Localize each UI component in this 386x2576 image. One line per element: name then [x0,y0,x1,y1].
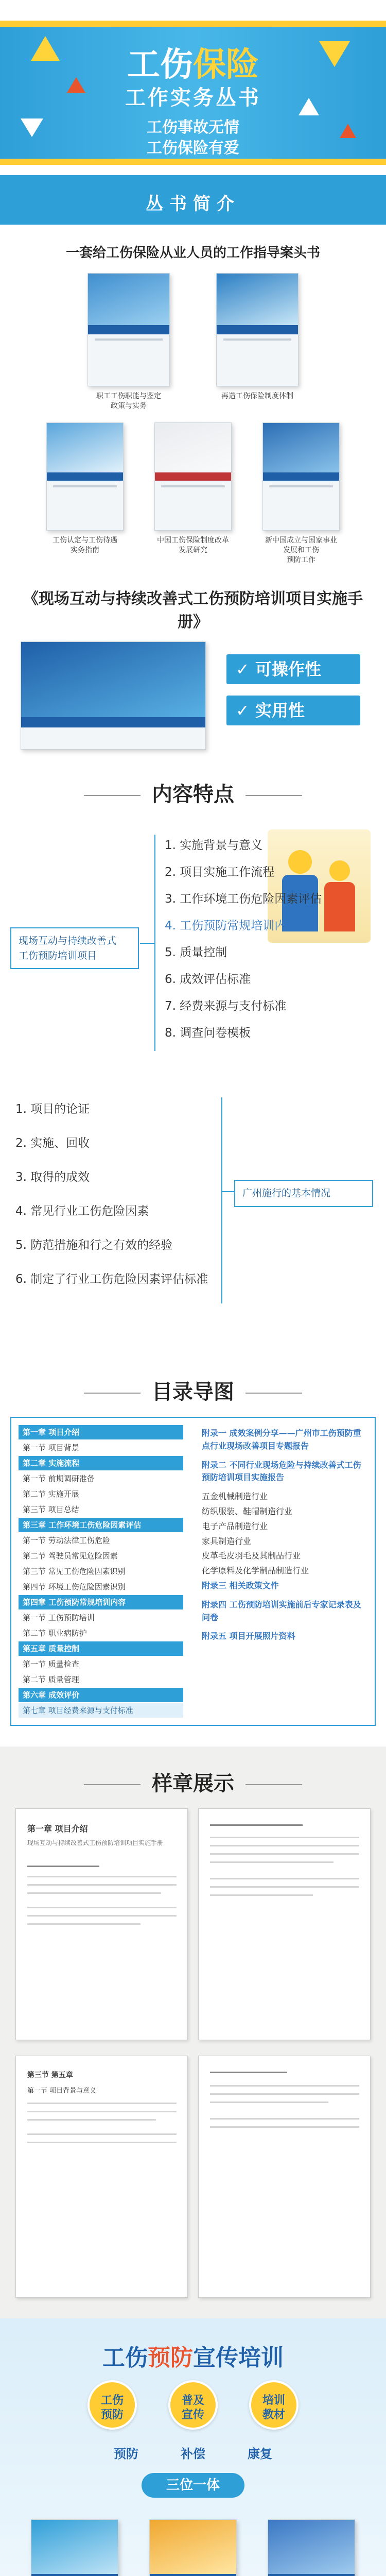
pill-compensate: 补偿 [181,2447,205,2461]
samples-heading-text: 样章展示 [152,1772,234,1795]
feature-list-item: 1. 项目的论证 [15,1103,90,1116]
text-line [27,2119,156,2121]
trio-badge: 三位一体 [142,2473,244,2498]
text-line [27,1923,141,1925]
toc-row: 第三章 工作环境工伤危险因素评估 [19,1518,183,1532]
toc-box [10,1417,376,1726]
text-line [210,1845,359,1846]
text-line [210,1861,334,1863]
book-cover-art [268,2520,355,2574]
heading-divider [84,1393,141,1394]
featured-book-cover [21,641,206,750]
circle-textbook: 培训 教材 [249,2380,299,2430]
toc-row: 第六章 成效评价 [19,1688,183,1702]
feature-list-item: 8. 调查问卷模板 [165,1026,251,1040]
hero-stripe-top [0,21,386,27]
feature-list-item: 6. 成效评估标准 [165,973,251,986]
text-line [27,2133,177,2135]
training-title-post: 宣传培训 [193,2345,284,2371]
text-line [210,2072,287,2073]
text-line [27,2103,177,2104]
sample-page [15,1808,188,2040]
text-line [210,1824,303,1826]
feature-box-project: 现场互动与持续改善式 工伤预防培训项目 [10,927,139,969]
text-line [27,1866,99,1867]
toc-right-item: 五金机械制造行业 [202,1492,268,1502]
feature-list-item: 1. 实施背景与意义 [165,839,263,852]
heading-divider [245,795,302,796]
toc-right-item: 附录一 成效案例分享——广州市工伤预防重点行业现场改善项目专题报告 [202,1428,361,1451]
text-line [210,1894,313,1896]
circle-publicity: 普及 宣传 [168,2380,218,2430]
book-cover [268,2519,355,2576]
bracket-line [154,835,155,1051]
toc-right-item: 皮革毛皮羽毛及其制品行业 [202,1551,301,1561]
features-heading [0,778,386,807]
feature-list-item: 2. 项目实施工作流程 [165,866,275,879]
hero-title-pre: 工伤 [127,46,193,84]
features-section [0,757,386,1355]
book-cover [87,273,170,386]
text-line [210,2085,359,2087]
hero-subtitle: 工作实务丛书 [125,86,261,110]
toc-row: 第三节 项目总结 [23,1505,79,1514]
toc-right-column [202,1427,366,1649]
text-line [210,2126,359,2128]
book-caption: 工伤认定与工伤待遇 实务指南 [52,536,117,554]
hero-slogan-1: 工伤事故无情 [147,118,239,137]
hero-banner [0,21,386,165]
toc-row: 第一节 质量检查 [23,1659,79,1669]
toc-right-item: 化学原料及化学制品制造行业 [202,1566,309,1576]
check-icon: ✓ [236,659,255,679]
training-section [0,2318,386,2576]
toc-right-item: 附录四 工伤预防培训实施前后专家记录表及问卷 [202,1599,361,1622]
pill-prevent: 预防 [114,2447,138,2461]
bracket-line [221,1191,234,1192]
text-line [27,2142,177,2143]
heading-divider [84,1784,141,1785]
toc-row: 第二节 质量管理 [23,1675,79,1684]
toc-row: 第一节 工伤预防培训 [23,1613,95,1622]
text-line [210,2102,328,2103]
book-cover-band [268,2574,355,2576]
bracket-line [221,1097,222,1303]
toc-row: 第五章 质量控制 [19,1641,183,1656]
text-line [27,1915,177,1917]
heading-divider [245,1784,302,1785]
check-icon: ✓ [236,701,255,720]
book-caption: 中国工伤保险制度改革 发展研究 [157,536,229,554]
text-line [210,1878,359,1879]
sample-page-title: 现场互动与持续改善式工伤预防培训项目实施手册 [27,1839,164,1846]
sample-page [198,1808,371,2040]
book-cover-band [150,2574,236,2576]
hero-section [0,0,386,175]
book-caption: 新中国成立与国家事业 发展和工伤 预防工作 [265,536,337,564]
text-line [27,2111,177,2112]
book-cover-art [150,2520,236,2574]
intro-lead: 一套给工伤保险从业人员的工作指导案头书 [65,245,320,261]
hero-title [0,38,386,86]
text-line [27,1892,161,1894]
toc-row: 第二章 实施流程 [19,1456,183,1470]
samples-heading [0,1767,386,1797]
toc-right-item: 附录五 项目开展照片资料 [202,1631,295,1641]
toc-row: 第一节 劳动法律工伤危险 [23,1536,110,1545]
toc-row: 第一节 前期调研准备 [23,1474,95,1483]
book-cover [31,2519,118,2576]
badge-operability [226,654,360,684]
toc-row: 第一章 项目介绍 [19,1425,183,1439]
sample-page [198,2056,371,2298]
heading-divider [84,795,141,796]
training-title-pre: 工伤 [102,2345,148,2371]
hero-slogan-2: 工伤保险有爱 [147,139,239,157]
training-title [0,2339,386,2372]
sample-page [15,2056,188,2298]
text-line [27,1907,177,1908]
toc-right-item: 家具制造行业 [202,1536,252,1546]
text-line [27,1876,177,1877]
toc-right-item: 附录三 相关政策文件 [202,1580,279,1590]
toc-row: 第二节 驾驶员常见危险因素 [23,1551,118,1561]
toc-row: 第二节 职业病防护 [23,1629,87,1638]
text-line [210,1853,359,1855]
intro-heading: 丛书简介 [146,194,240,214]
features-heading-text: 内容特点 [152,783,234,806]
circle-prevention: 工伤 预防 [87,2380,137,2430]
feature-list-item: 7. 经费来源与支付标准 [165,999,287,1013]
badge-practicality-label: 实用性 [255,701,305,720]
feature-list-item: 3. 工作环境工伤危险因素评估 [165,892,322,906]
sample-chapter: 第一章 项目介绍 [27,1824,88,1834]
book-cover-art [31,2520,118,2574]
training-title-accent: 预防 [148,2345,193,2371]
text-line [210,1837,359,1838]
featured-book-title: 《现场互动与持续改善式工伤预防培训项目实施手册》 [23,590,363,631]
hero-stripe-bottom [0,159,386,165]
toc-row: 第七章 项目经费来源与支付标准 [19,1703,183,1718]
toc-row: 第四节 环境工伤危险因素识别 [23,1582,126,1591]
heading-divider [245,1393,302,1394]
text-line [210,2093,359,2095]
sample-chapter-2: 第三节 第五章 [27,2071,73,2079]
book-cover [154,422,232,531]
toc-row: 第一节 项目背景 [23,1443,79,1452]
book-cover [46,422,124,531]
intro-heading-bar [0,175,386,225]
toc-row: 第四章 工伤预防常规培训内容 [19,1595,183,1609]
hero-title-accent: 保险 [193,46,259,84]
book-caption: 职工工伤职能与鉴定 政策与实务 [96,392,161,410]
catalog-section [0,1355,386,1747]
feature-box-guangzhou: 广州施行的基本情况 [234,1180,373,1207]
book-cover [149,2519,237,2576]
feature-list-item: 6. 制定了行业工伤危险因素评估标准 [15,1273,208,1286]
toc-row: 第三节 常见工伤危险因素识别 [23,1567,126,1576]
intro-section [0,175,386,757]
toc-right-item: 电子产品制造行业 [202,1521,268,1531]
book-cover [262,422,340,531]
feature-list-2 [15,1092,221,1296]
sample-subsection: 第一节 项目背景与意义 [27,2087,97,2095]
feature-list-item: 3. 取得的成效 [15,1171,90,1184]
text-line [27,1884,177,1886]
toc-row: 第二节 实施开展 [23,1489,79,1499]
badge-operability-label: 可操作性 [255,659,321,679]
badge-practicality [226,696,360,725]
book-cover [216,273,299,386]
feature-list-item: 2. 实施、回收 [15,1137,90,1150]
samples-section [0,1747,386,2318]
feature-list-item: 4. 常见行业工伤危险因素 [15,1205,149,1218]
pill-rehab: 康复 [248,2447,272,2461]
book-cover-band [31,2574,118,2576]
toc-right-item: 纺织服装、鞋帽制造行业 [202,1506,293,1516]
feature-list-item: 4. 工伤预防常规培训内容 [165,919,299,933]
text-line [210,1886,359,1888]
bracket-line [140,943,154,944]
catalog-heading [0,1376,386,1405]
catalog-heading-text: 目录导图 [152,1380,234,1404]
toc-right-item: 附录二 不同行业现场危险与持续改善式工伤预防培训项目实施报告 [202,1460,361,1483]
book-caption: 再造工伤保险制度体制 [221,392,293,400]
feature-list-1 [165,832,381,1046]
text-line [210,2118,359,2120]
feature-list-item: 5. 质量控制 [165,946,227,959]
feature-list-item: 5. 防范措施和行之有效的经验 [15,1239,173,1252]
